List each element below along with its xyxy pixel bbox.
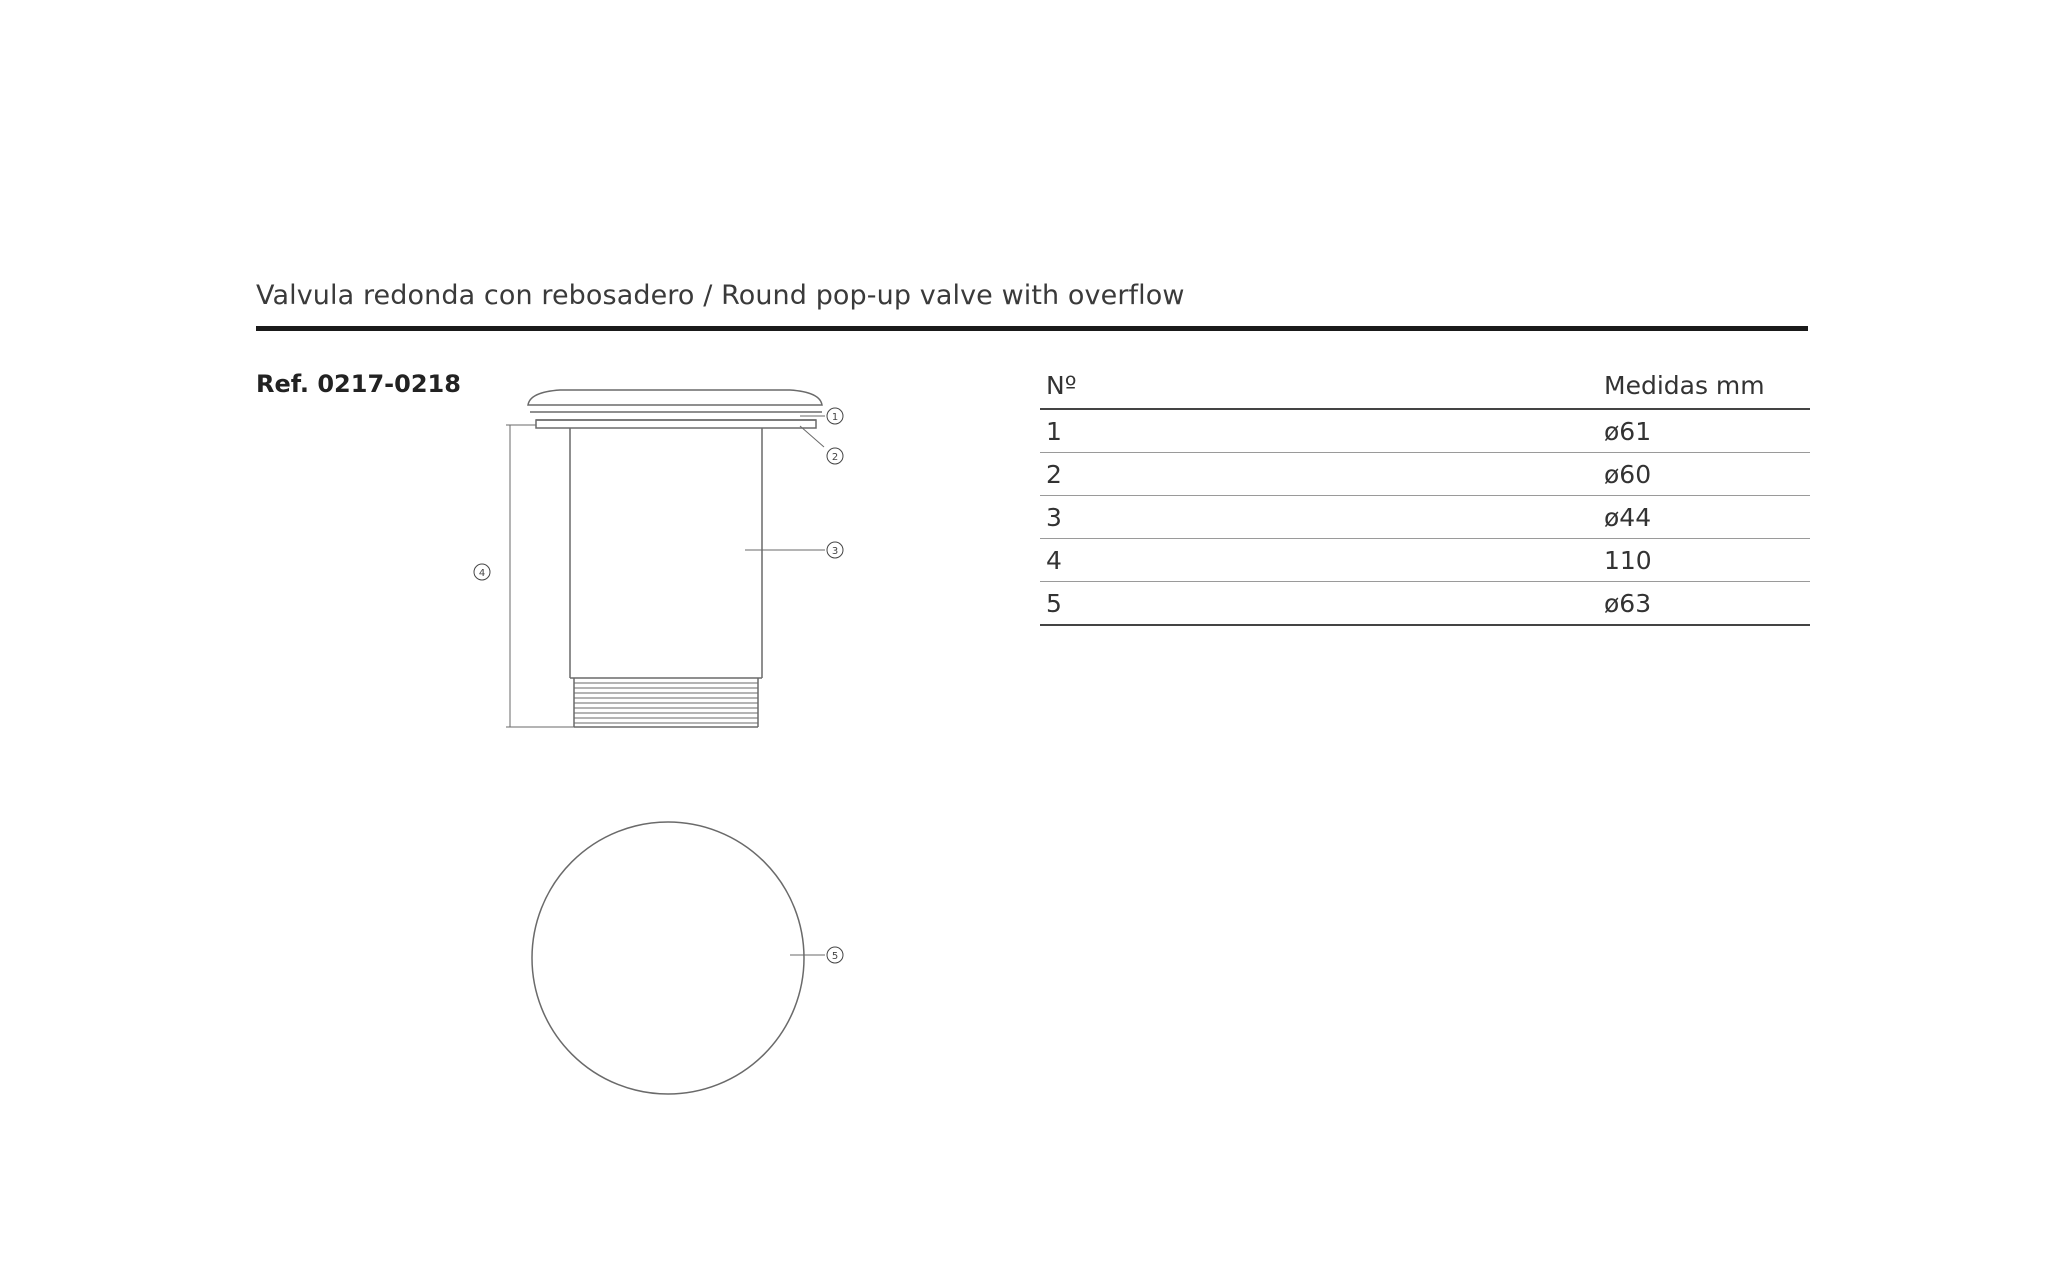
thread-section (574, 678, 758, 727)
flange-ring (536, 420, 816, 428)
row-number: 2 (1040, 453, 1598, 496)
callout-2 (827, 448, 843, 464)
row-measure: 110 (1598, 539, 1810, 582)
svg-text:2: 2 (831, 452, 839, 463)
column-header-measures: Medidas mm (1598, 366, 1810, 409)
table-row (1040, 496, 1810, 539)
valve-side-view (506, 390, 825, 727)
valve-cap (528, 390, 822, 405)
valve-top-view (532, 822, 825, 1094)
callout-5 (827, 947, 843, 963)
row-number: 3 (1040, 496, 1598, 539)
row-measure: ø60 (1598, 453, 1810, 496)
row-measure: ø61 (1598, 409, 1810, 453)
row-number: 1 (1040, 409, 1598, 453)
cap-outline-circle (532, 822, 804, 1094)
table-row (1040, 582, 1810, 626)
row-number: 5 (1040, 582, 1598, 626)
page-title: Valvula redonda con rebosadero / Round pop-up valve with overflow (256, 280, 1185, 311)
table-row (1040, 409, 1810, 453)
callout-4 (474, 564, 490, 580)
table-row (1040, 453, 1810, 496)
callout-markers (474, 408, 843, 963)
measurements-table (1040, 366, 1810, 626)
reference-code: Ref. 0217-0218 (256, 370, 461, 398)
leader-2 (800, 426, 824, 447)
svg-text:4: 4 (478, 568, 486, 579)
callout-1 (827, 408, 843, 424)
height-dimension (506, 425, 574, 727)
table-row (1040, 539, 1810, 582)
table-header-row (1040, 366, 1810, 409)
row-measure: ø44 (1598, 496, 1810, 539)
svg-text:5: 5 (831, 951, 839, 962)
callout-3 (827, 542, 843, 558)
svg-text:3: 3 (831, 546, 839, 557)
column-header-number: Nº (1040, 366, 1598, 409)
row-number: 4 (1040, 539, 1598, 582)
row-measure: ø63 (1598, 582, 1810, 626)
svg-text:1: 1 (831, 412, 839, 423)
